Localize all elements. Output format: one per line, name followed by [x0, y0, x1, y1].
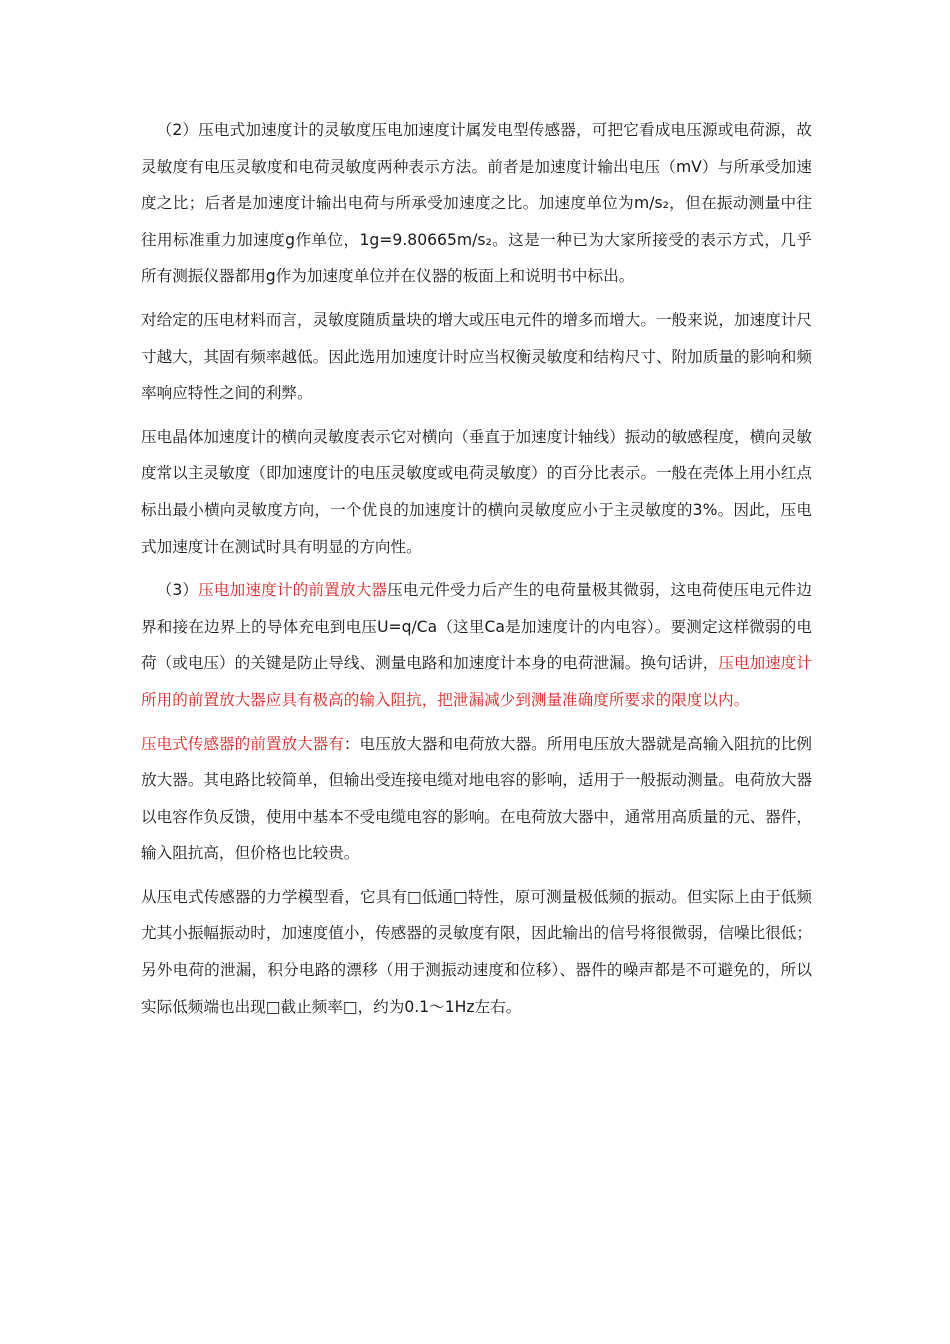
paragraph-sensitivity — [141, 112, 812, 295]
paragraph-mass-effect — [141, 302, 812, 412]
paragraph-text: 从压电式传感器的力学模型看，它具有□低通□特性，原可测量极低频的振动。但实际上由于低频尤其小振幅振动时，加速度值小，传感器的灵敏度有限，因此输出的信号将很微弱，信噪比很低；另外电荷的泄漏，积分电路的漂移（用于测振动速度和位移）、器件的噪声都是不可避免的，所以实际低频端也出现□截止频率□，约为0.1～1Hz左右。 — [141, 887, 812, 1016]
paragraph-text: （2）压电式加速度计的灵敏度压电加速度计属发电型传感器，可把它看成电压源或电荷源，故灵敏度有电压灵敏度和电荷灵敏度两种表示方法。前者是加速度计输出电压（mV）与所承受加速度之比；后者是加速度计输出电荷与所承受加速度之比。加速度单位为m/s₂，但在振动测量中往往用标准重力加速度g作单位，1g=9.80665m/s₂。这是一种已为大家所接受的表示方式，几乎所有测振仪器都用g作为加速度单位并在仪器的板面上和说明书中标出。 — [141, 121, 812, 286]
paragraph-preamplifier — [141, 572, 812, 718]
highlight-text: 压电式传感器的前置放大器有 — [141, 734, 344, 753]
highlight-text: 压电加速度计所用的前置放大器应具有极高的输入阻抗，把泄漏减少到测量准确度所要求的限度以内。 — [141, 654, 812, 709]
paragraph-text: （3） — [156, 581, 199, 600]
paragraph-low-frequency — [141, 879, 812, 1025]
paragraph-text: 压电元件受力后产生的电荷量极其微弱，这电荷使压电元件边界和接在边界上的导体充电到电压U=q/Ca（这里Ca是加速度计的内电容）。要测定这样微弱的电荷（或电压）的关键是防止导线、测量电路和加速度计本身的电荷泄漏。换句话讲， — [141, 581, 812, 673]
paragraph-text: 对给定的压电材料而言，灵敏度随质量块的增大或压电元件的增多而增大。一般来说，加速度计尺寸越大，其固有频率越低。因此选用加速度计时应当权衡灵敏度和结构尺寸、附加质量的影响和频率响应特性之间的利弊。 — [141, 310, 812, 403]
paragraph-amplifier-types — [141, 726, 812, 872]
paragraph-text: 压电晶体加速度计的横向灵敏度表示它对横向（垂直于加速度计轴线）振动的敏感程度，横向灵敏度常以主灵敏度（即加速度计的电压灵敏度或电荷灵敏度）的百分比表示。一般在壳体上用小红点标出最小横向灵敏度方向，一个优良的加速度计的横向灵敏度应小于主灵敏度的3%。因此，压电式加速度计在测试时具有明显的方向性。 — [141, 427, 812, 556]
paragraph-transverse-sensitivity — [141, 419, 812, 565]
highlight-text: 压电加速度计的前置放大器 — [198, 581, 388, 600]
paragraph-text: ：电压放大器和电荷放大器。所用电压放大器就是高输入阻抗的比例放大器。其电路比较简单，但输出受连接电缆对地电容的影响，适用于一般振动测量。电荷放大器以电容作负反馈，使用中基本不受电缆电容的影响。在电荷放大器中，通常用高质量的元、器件，输入阻抗高，但价格也比较贵。 — [141, 734, 812, 863]
